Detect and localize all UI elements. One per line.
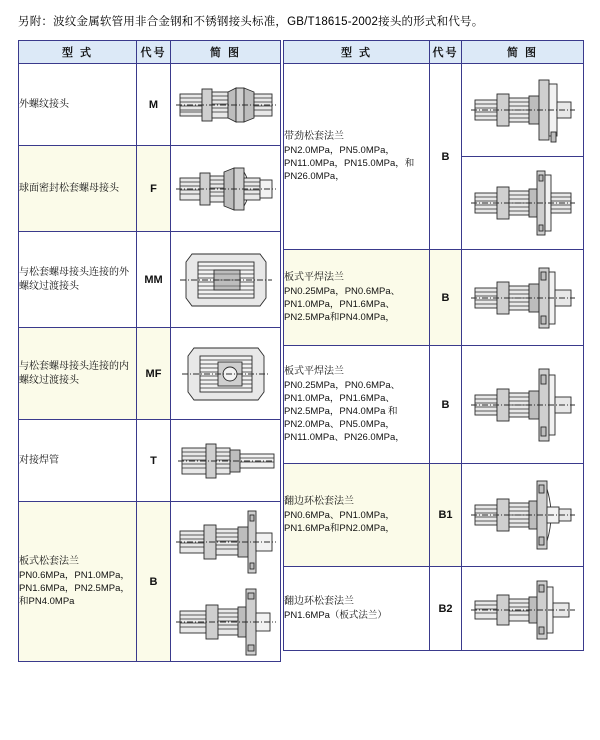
row-figure <box>171 502 281 662</box>
row-name: 与松套螺母接头连接的内螺纹过渡接头 <box>19 360 129 386</box>
header-code: 代号 <box>137 41 171 64</box>
row-code: B2 <box>430 567 462 651</box>
right-spec-table <box>283 40 584 651</box>
row-description <box>19 146 137 232</box>
ribbed-loose-flange-icon <box>467 70 579 150</box>
row-description <box>19 232 137 328</box>
table-row <box>19 420 281 502</box>
header-type: 型 式 <box>284 41 430 64</box>
row-description <box>19 502 137 662</box>
row-code: B1 <box>430 464 462 567</box>
row-name: 板式松套法兰 <box>19 556 79 567</box>
row-subtext: PN1.6MPa（板式法兰） <box>284 610 387 621</box>
spherical-seal-union-nut-icon <box>174 154 278 224</box>
butt-weld-pipe-icon <box>174 428 278 494</box>
table-row <box>19 64 281 146</box>
header-type: 型 式 <box>19 41 137 64</box>
row-description <box>19 328 137 420</box>
header-figure: 简 图 <box>462 41 584 64</box>
row-name: 带劲松套法兰 <box>284 131 344 142</box>
table-row <box>284 64 584 157</box>
row-figure <box>462 346 584 464</box>
row-figure <box>462 157 584 250</box>
row-figure <box>462 250 584 346</box>
table-row <box>284 567 584 651</box>
table-row <box>19 502 281 662</box>
lap-joint-flange-icon <box>467 471 579 559</box>
row-subtext: PN2.0MPa，PN5.0MPa，PN11.0MPa，PN15.0MPa，和PN26.0MPa， <box>284 145 415 182</box>
row-description <box>284 346 430 464</box>
row-figure <box>462 464 584 567</box>
row-subtext: PN0.25MPa，PN0.6MPa、PN1.0MPa，PN1.6MPa、PN2.5MPa，PN4.0MPa 和PN2.0MPa、PN5.0MPa，PN11.0MPa、PN26.0MPa， <box>284 380 405 443</box>
plate-flat-weld-flange-2-icon <box>467 357 579 453</box>
row-code: B <box>137 502 171 662</box>
male-thread-transition-icon <box>174 240 278 320</box>
row-figure <box>462 64 584 157</box>
lap-joint-flange-2-icon <box>467 573 579 645</box>
row-name: 翻边环松套法兰 <box>284 496 354 507</box>
plate-loose-flange-icon-2 <box>174 585 278 659</box>
row-description <box>19 64 137 146</box>
row-name: 对接焊管 <box>19 454 59 466</box>
table-row <box>19 328 281 420</box>
row-code: MF <box>137 328 171 420</box>
table-row <box>19 146 281 232</box>
row-description <box>284 567 430 651</box>
table-header-row <box>284 41 584 64</box>
plate-flat-weld-flange-icon <box>467 256 579 340</box>
row-name: 板式平焊法兰 <box>284 272 344 283</box>
table-row <box>284 464 584 567</box>
row-figure <box>171 146 281 232</box>
row-code: F <box>137 146 171 232</box>
row-subtext: PN0.6MPa、PN1.0MPa，PN1.6MPa和PN2.0MPa， <box>284 510 395 534</box>
row-figure <box>171 64 281 146</box>
header-code: 代号 <box>430 41 462 64</box>
row-name: 球面密封松套螺母接头 <box>19 182 119 194</box>
row-code: M <box>137 64 171 146</box>
row-subtext: PN0.25MPa，PN0.6MPa、PN1.0MPa，PN1.6MPa、PN2.5MPa和PN4.0MPa， <box>284 286 401 323</box>
row-name: 板式平焊法兰 <box>284 366 344 377</box>
table-row <box>284 346 584 464</box>
plate-loose-flange-icon <box>174 505 278 579</box>
row-figure <box>171 328 281 420</box>
table-header-row <box>19 41 281 64</box>
row-code: B <box>430 346 462 464</box>
row-description <box>19 420 137 502</box>
row-description <box>284 250 430 346</box>
row-code: T <box>137 420 171 502</box>
row-subtext: PN0.6MPa，PN1.0MPa，PN1.6MPa，PN2.5MPa，和PN4.0MPa <box>19 570 130 607</box>
left-spec-table <box>18 40 281 662</box>
header-figure: 简 图 <box>171 41 281 64</box>
row-figure <box>171 420 281 502</box>
row-code: B <box>430 64 462 250</box>
row-code: MM <box>137 232 171 328</box>
row-name: 与松套螺母接头连接的外螺纹过渡接头 <box>19 266 129 292</box>
row-description <box>284 64 430 250</box>
row-code: B <box>430 250 462 346</box>
row-figure <box>171 232 281 328</box>
row-description <box>284 464 430 567</box>
row-figure <box>462 567 584 651</box>
threaded-male-connector-icon <box>174 72 278 138</box>
row-name: 外螺纹接头 <box>19 98 69 110</box>
page-title: 另附：波纹金属软管用非合金钢和不锈钢接头标准，GB/T18615-2002接头的形式和代号。 <box>18 16 484 28</box>
female-thread-transition-icon <box>174 336 278 412</box>
ribbed-loose-flange-icon-2 <box>467 163 579 243</box>
table-row <box>19 232 281 328</box>
table-row <box>284 250 584 346</box>
tables-container <box>18 40 582 662</box>
row-name: 翻边环松套法兰 <box>284 596 354 607</box>
